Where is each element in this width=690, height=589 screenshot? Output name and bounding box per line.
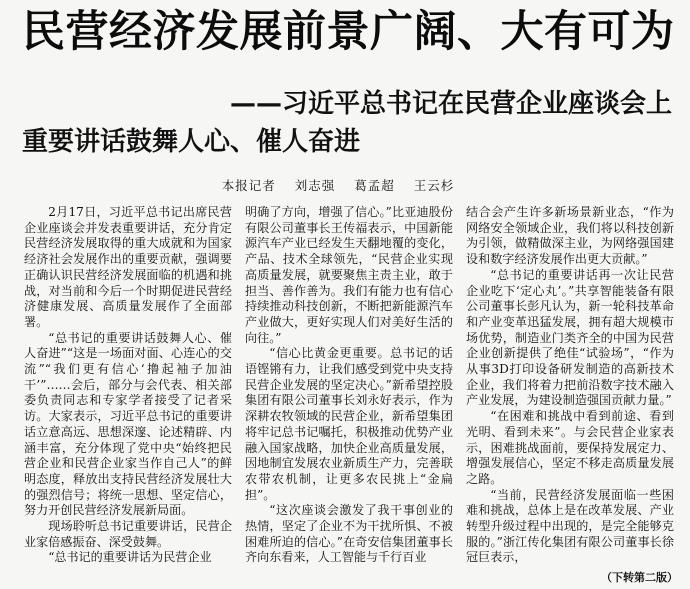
byline xyxy=(0,176,690,194)
headline: 民营经济发展前景广阔、大有可为 xyxy=(22,7,675,57)
paragraph: “总书记的重要讲话为民营企业 xyxy=(48,550,212,565)
paragraph: 现场聆听总书记重要讲话，民营企业家倍感振奋、深受鼓舞。 xyxy=(24,519,232,549)
paragraph: “信心比黄金更重要。总书记的话语铿锵有力，让我们感受到党中央支持民营企业发展的坚定决心。”新希望控股集团有限公司董事长刘永好表示，作为深耕农牧领域的民营企业，新希望集团将牢记总书记嘱托，积极推动优势产业融入国家战略，加快企业高质量发展，因地制宜发展农业新质生产力，完善联农带农机制，让更多农民挑上“金扁担”。 xyxy=(245,346,453,502)
reporter-name: 王云杉 xyxy=(413,178,455,193)
article-column-1 xyxy=(24,205,232,589)
byline-prefix: 本报记者 xyxy=(221,178,276,193)
paragraph: 明确了方向，增强了信心。”比亚迪股份有限公司董事长王传福表示，中国新能源汽车产业已经发生天翻地覆的变化，产品、技术全球领先，“民营企业实现高质量发展，就要聚焦主责主业，敢于担当、善作善为。我们有能力也有信心持续推动科技创新，不断把新能源汽车产业做大，更好实现人们对美好生活的向往。” xyxy=(245,205,453,345)
subheadline-line-2: 重要讲话鼓舞人心、催人奋进 xyxy=(22,127,361,157)
reporter-name: 葛孟超 xyxy=(354,178,395,193)
article-column-3 xyxy=(466,205,674,589)
paragraph: “总书记的重要讲话鼓舞人心、催人奋进”“这是一场面对面、心连心的交流”“我们更有信心‘撸起袖子加油干’”……会后，部分与会代表、相关部委负责同志和专家学者接受了记者采访。大家表示，习近平总书记的重要讲话立意高远、思想深邃、论述精辟、内涵丰富，充分体现了党中央“始终把民营企业和民营企业家当作自己人”的鲜明态度，释放出支持民营经济发展壮大的强烈信号；将统一思想、坚定信心，努力开创民营经济发展新局面。 xyxy=(24,330,232,518)
reporter-name: 刘志强 xyxy=(294,178,336,193)
paragraph: “这次座谈会激发了我干事创业的热情，坚定了企业不为干扰所惧、不被困难所迫的信心。”在奇安信集团董事长齐向东看来，人工智能与千行百业 xyxy=(245,503,453,565)
paragraph: 结合会产生许多新场景新业态，“作为网络安全领域企业，我们将以科技创新为引领，做精做深主业，为网络强国建设和数字经济发展作出更大贡献。” xyxy=(466,205,674,267)
continued-on-page-2: （下转第二版） xyxy=(597,569,678,585)
paragraph: 2月17日，习近平总书记出席民营企业座谈会并发表重要讲话，充分肯定民营经济发展取得的重大成就和为国家经济社会发展作出的重要贡献，强调要正确认识民营经济发展面临的机遇和挑战，对当前和今后一个时期促进民营经济健康发展、高质量发展作了全面部署。 xyxy=(24,205,232,329)
subheadline-line-1: ——习近平总书记在民营企业座谈会上 xyxy=(229,89,672,119)
paragraph: “总书记的重要讲话再一次让民营企业吃下‘定心丸’。”共享智能装备有限公司董事长彭凡认为，新一轮科技革命和产业变革迅猛发展，拥有超大规模市场优势，制造业门类齐全的中国为民营企业创新提供了绝佳“试验场”，“作为从事3D打印设备研发制造的高新技术企业，我们将着力把前沿数字技术融入产业发展，为建设制造强国贡献力量。” xyxy=(466,267,674,408)
paragraph: “在困难和挑战中看到前途、看到光明、看到未来”。与会民营企业家表示，困难挑战面前，要保持发展定力、增强发展信心，坚定不移走高质量发展之路。 xyxy=(466,409,674,486)
paragraph: “当前，民营经济发展面临一些困难和挑战，总体上是在改革发展、产业转型升级过程中出现的，是完全能够克服的。”浙江传化集团有限公司董事长徐冠巨表示， xyxy=(466,487,674,565)
article-column-2 xyxy=(245,205,453,589)
